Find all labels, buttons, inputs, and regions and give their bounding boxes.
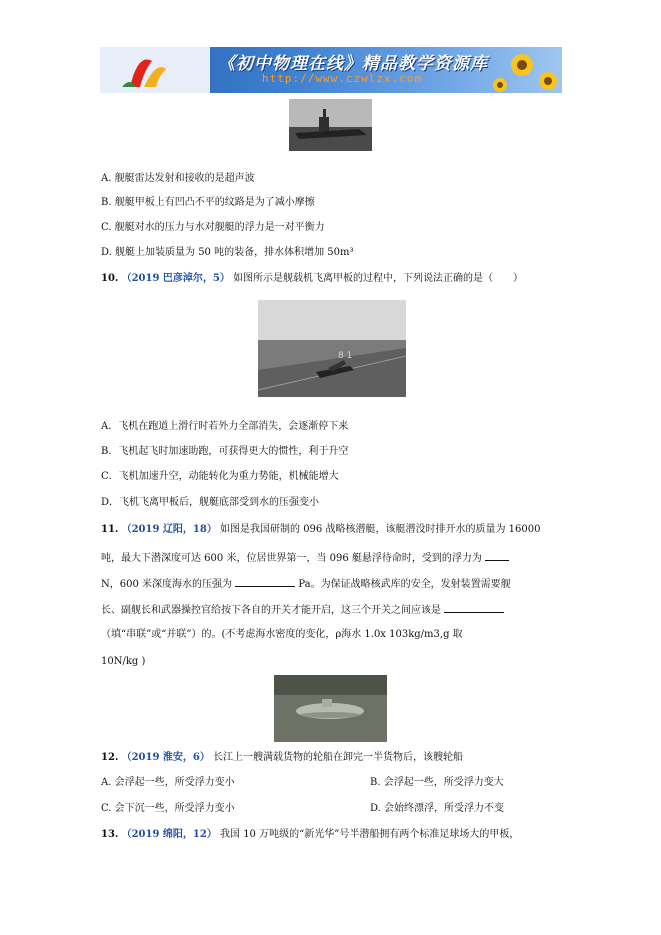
q10-option-b: B．飞机起飞时加速助跑，可获得更大的惯性，利于升空 [101,446,349,457]
svg-text:8 1: 8 1 [338,351,353,361]
q12-stem [101,751,463,765]
q11-line-1 [101,523,540,537]
warship-image [289,99,372,151]
q13-source: （2019 绵阳，12） [121,829,217,840]
submarine-photo [274,675,387,742]
q11-text-2: 吨，最大下潜深度可达 600 米，位居世界第一，当 096 艇悬浮待命时，受到的浮力为 [101,553,482,564]
banner-title: 《初中物理在线》精品教学资源库 [218,54,488,74]
q10-option-d: D．飞机飞离甲板后，舰艇底部受到水的压强变小 [101,497,320,508]
q11-line-2 [101,550,509,566]
q11-blank-pressure[interactable] [235,576,295,587]
q11-text-1: 如图是我国研制的 096 战略核潜艇，该艇潜没时排开水的质量为 16000 [220,524,541,535]
q12-number: 12. [101,752,119,763]
q11-line-5: （填“串联”或“并联”）的。(不考虑海水密度的变化，ρ海水 1.0x 103kg/m3,g 取 [101,629,463,640]
q12-text: 长江上一艘满载货物的轮船在卸完一半货物后，该艘轮船 [213,752,464,763]
q10-stem [101,272,523,286]
jet-photo [258,300,406,397]
q11-line-3 [101,576,511,592]
q12-source: （2019 淮安，6） [121,752,210,763]
q11-text-4: 长、副舰长和武器操控官给按下各自的开关才能开启，这三个开关之间应该是 [101,605,441,616]
q13-text: 我国 10 万吨级的“新光华”号半潜船拥有两个标准足球场大的甲板， [220,829,520,840]
q9-option-a: A. 舰艇雷达发射和接收的是超声波 [101,173,255,184]
q11-blank-buoyancy[interactable] [485,550,509,561]
q11-line-6: 10N/kg ) [101,656,146,667]
q10-option-c: C．飞机加速升空，动能转化为重力势能，机械能增大 [101,471,339,482]
q10-source: （2019 巴彦淖尔，5） [121,273,230,284]
q11-source: （2019 辽阳，18） [121,524,217,535]
q10-text: 如图所示是舰载机飞离甲板的过程中，下列说法正确的是（ ） [233,273,524,284]
q11-text-3b: Pa。为保证战略核武库的安全，发射装置需要舰 [298,579,511,590]
banner-url-link[interactable]: http://www.czwlzx.com [262,72,423,85]
jet-image [258,300,406,397]
q11-blank-circuit[interactable] [444,602,504,613]
q12-option-b: B. 会浮起一些，所受浮力变大 [370,777,504,788]
warship-photo [289,99,372,151]
q13-number: 13. [101,829,119,840]
q12-option-c: C. 会下沉一些，所受浮力变小 [101,803,235,814]
q12-option-d: D. 会始终漂浮，所受浮力不变 [370,803,505,814]
submarine-image [274,675,387,742]
header-banner [100,47,562,93]
q9-option-b: B. 舰艇甲板上有凹凸不平的纹路是为了减小摩擦 [101,197,315,208]
q10-number: 10. [101,273,119,284]
q11-line-4 [101,602,504,618]
q13-stem [101,828,519,842]
q11-text-3a: N，600 米深度海水的压强为 [101,579,233,590]
q9-option-c: C. 舰艇对水的压力与水对舰艇的浮力是一对平衡力 [101,222,325,233]
q12-option-a: A. 会浮起一些，所受浮力变小 [101,777,235,788]
q9-option-d: D. 舰艇上加装质量为 50 吨的装备，排水体积增加 50m³ [101,247,354,258]
q11-number: 11. [101,524,119,535]
q10-option-a: A．飞机在跑道上滑行时若外力全部消失，会逐渐停下来 [101,421,349,432]
